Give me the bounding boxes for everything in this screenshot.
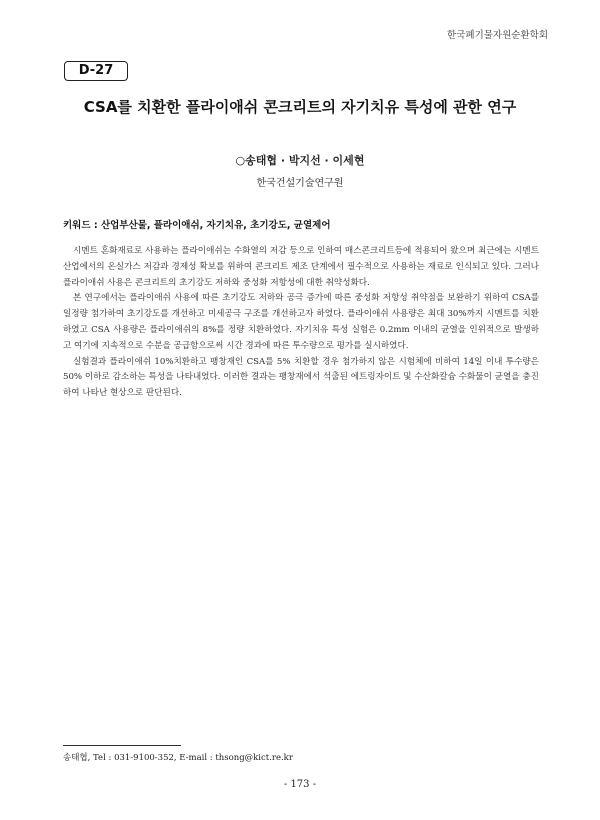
abstract-paragraph: 실험결과 플라이애쉬 10%치환하고 팽창재인 CSA를 5% 치환할 경우 첨가하지 않은 시험체에 비하여 14일 이내 투수량은 50% 이하로 감소하는 특성을 나타내었다. 이러한 결과는 팽창재에서 석출된 에트링자이트 및 수산화칼슘 수화물이 균열을 충진하여 나타난 현상으로 판단된다. bbox=[63, 356, 539, 399]
header-organization: 한국폐기물자원순환학회 bbox=[447, 30, 548, 41]
paper-abstract bbox=[63, 244, 539, 402]
paper-affiliation: 한국건설기술연구원 bbox=[256, 178, 344, 189]
paper-title: CSA를 치환한 플라이애쉬 콘크리트의 자기치유 특성에 관한 연구 bbox=[83, 98, 517, 116]
abstract-paragraph: 시멘트 혼화재료로 사용하는 플라이애쉬는 수화열의 저감 등으로 인하여 매스콘크리트등에 적용되어 왔으며 최근에는 시멘트 산업에서의 온실가스 저감과 경제성 확보를 위하여 콘크리트 제조 단계에서 필수적으로 사용하는 재료로 인식되고 있다. 그러나 플라이애쉬 사용은 콘크리트의 초기강도 저하와 중성화 저항성에 대한 취약성화다. bbox=[63, 246, 539, 288]
paper-code-badge: D-27 bbox=[64, 61, 128, 81]
footnote-divider bbox=[63, 745, 181, 746]
page-number: - 173 - bbox=[283, 779, 317, 790]
paper-keywords: 키워드 : 산업부산물, 플라이애쉬, 자기치유, 초기강도, 균열제어 bbox=[63, 220, 331, 231]
footnote: 송태협, Tel : 031-9100-352, E-mail : thsong@kict.re.kr bbox=[63, 753, 293, 763]
abstract-paragraph: 본 연구에서는 플라이애쉬 사용에 따른 초기강도 저하와 공극 증가에 따른 중성화 저항성 취약점을 보완하기 위하여 CSA를 일정량 첨가하여 초기강도를 개선하고 미세공극 구조를 개선하고자 하였다. 플라이애쉬 사용량은 최대 30%까지 시멘트를 치환하였고 CSA 사용량은 플라이애쉬의 8%를 정량 치환하였다. 자기치유 특성 실험은 0.2mm 이내의 균열을 인위적으로 발생하고 여기에 지속적으로 수분을 공급함으로써 시간 경과에 따른 투수량으로 평가를 실시하였다. bbox=[63, 293, 539, 351]
paper-authors: ○송태협 · 박지선 · 이세현 bbox=[235, 154, 365, 167]
